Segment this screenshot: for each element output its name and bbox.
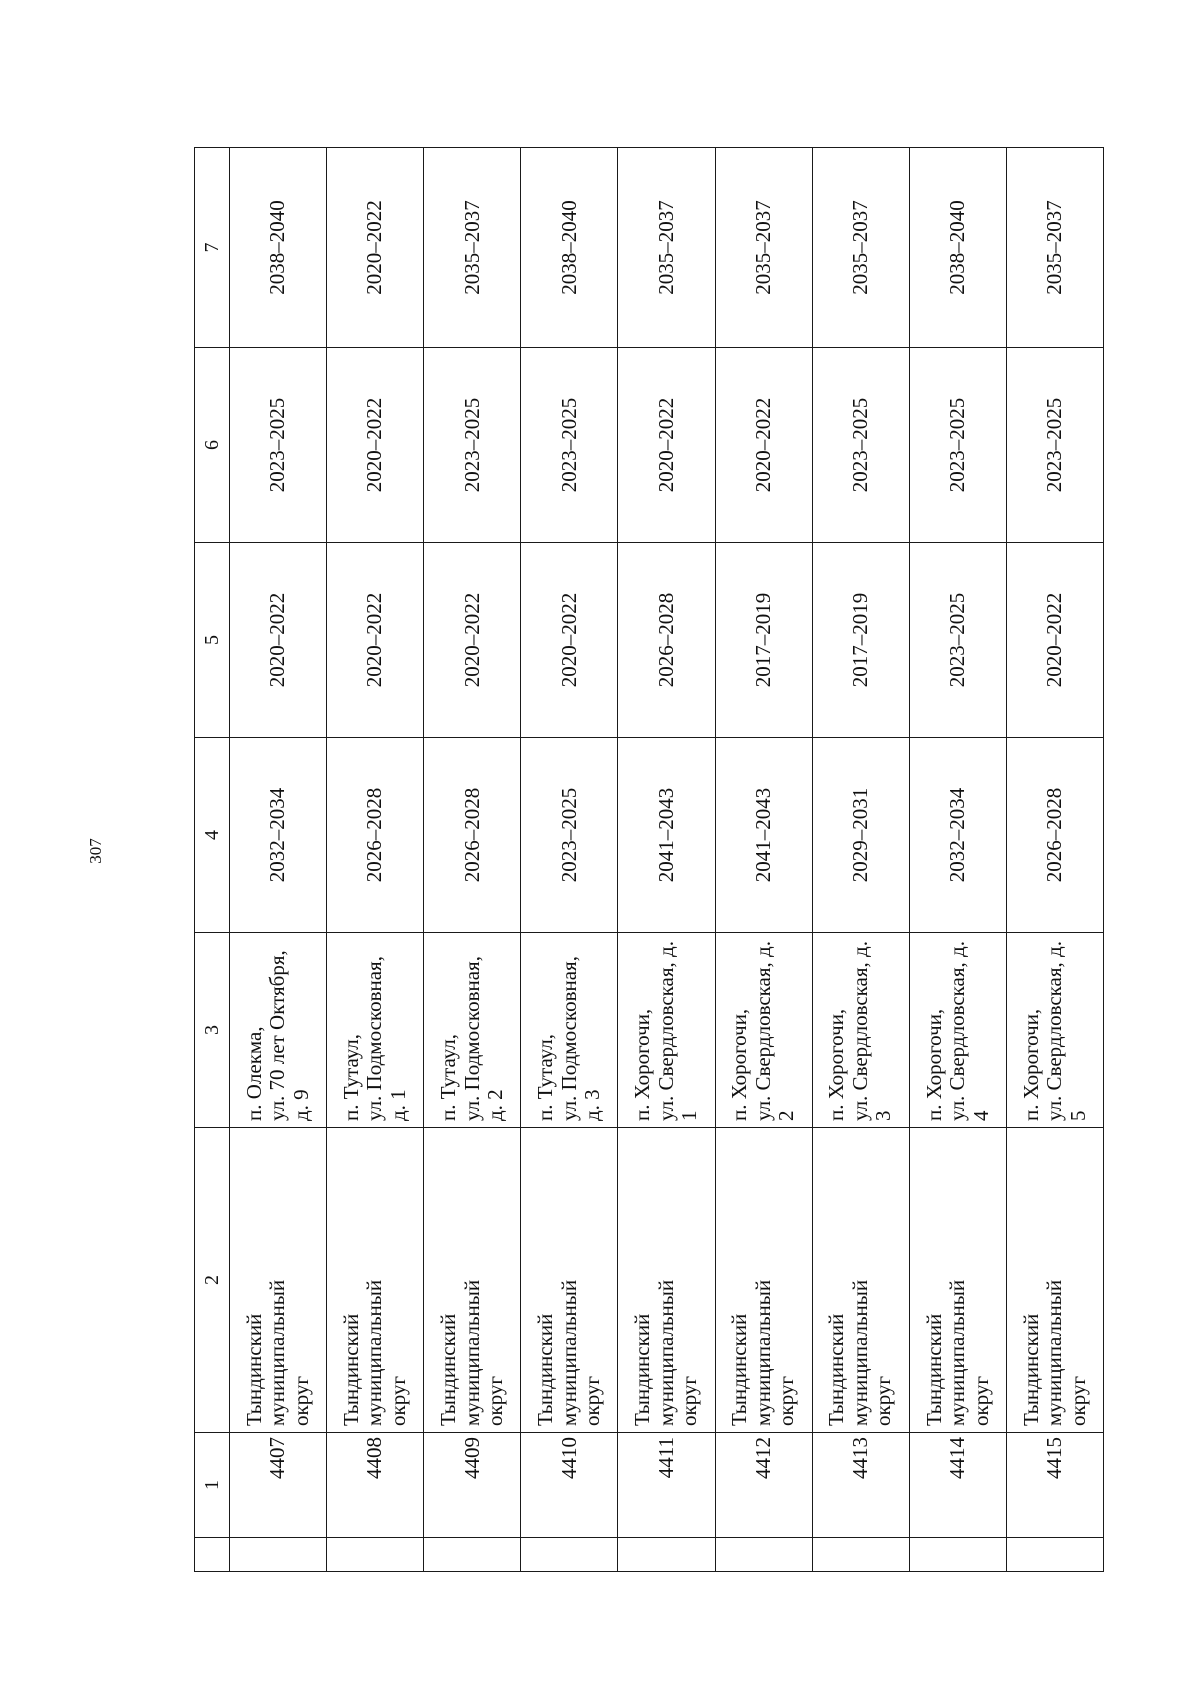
address-cell: п. Олекма, ул. 70 лет Октября, д. 9 <box>230 933 327 1128</box>
period-col4: 2041–2043 <box>715 738 812 933</box>
blank-cell <box>909 1538 1006 1572</box>
district-cell: Тындинский муниципальный округ <box>812 1128 909 1433</box>
table-row <box>1006 148 1103 1572</box>
district-cell: Тындинский муниципальный округ <box>230 1128 327 1433</box>
period-col6: 2020–2022 <box>715 348 812 543</box>
header-cell-2: 2 <box>195 1128 230 1433</box>
header-cell-1: 1 <box>195 1433 230 1538</box>
table-row <box>230 148 327 1572</box>
address-cell: п. Тутаул, ул. Подмосковная, д. 3 <box>521 933 618 1128</box>
address-cell: п. Хорогочи, ул. Свердловская, д. 5 <box>1006 933 1103 1128</box>
address-cell: п. Тутаул, ул. Подмосковная, д. 1 <box>327 933 424 1128</box>
row-id: 4411 <box>618 1433 715 1538</box>
header-cell-4: 4 <box>195 738 230 933</box>
period-col6: 2023–2025 <box>230 348 327 543</box>
district-cell: Тындинский муниципальный округ <box>1006 1128 1103 1433</box>
district-cell: Тындинский муниципальный округ <box>521 1128 618 1433</box>
period-col6: 2020–2022 <box>618 348 715 543</box>
blank-cell <box>715 1538 812 1572</box>
table-row <box>424 148 521 1572</box>
period-col5: 2020–2022 <box>1006 543 1103 738</box>
period-col6: 2023–2025 <box>909 348 1006 543</box>
period-col5: 2020–2022 <box>327 543 424 738</box>
district-cell: Тындинский муниципальный округ <box>909 1128 1006 1433</box>
period-col5: 2020–2022 <box>230 543 327 738</box>
period-col4: 2032–2034 <box>909 738 1006 933</box>
period-col7: 2035–2037 <box>1006 148 1103 348</box>
period-col5: 2023–2025 <box>909 543 1006 738</box>
header-cell-6: 6 <box>195 348 230 543</box>
row-id: 4407 <box>230 1433 327 1538</box>
row-id: 4412 <box>715 1433 812 1538</box>
blank-cell <box>424 1538 521 1572</box>
period-col4: 2041–2043 <box>618 738 715 933</box>
table-row <box>521 148 618 1572</box>
blank-cell <box>812 1538 909 1572</box>
period-col6: 2023–2025 <box>521 348 618 543</box>
table-row <box>715 148 812 1572</box>
period-col7: 2038–2040 <box>230 148 327 348</box>
blank-cell <box>521 1538 618 1572</box>
period-col4: 2029–2031 <box>812 738 909 933</box>
period-col5: 2017–2019 <box>812 543 909 738</box>
period-col4: 2023–2025 <box>521 738 618 933</box>
row-id: 4414 <box>909 1433 1006 1538</box>
header-cell-7: 7 <box>195 148 230 348</box>
table-row <box>618 148 715 1572</box>
period-col7: 2038–2040 <box>521 148 618 348</box>
period-col4: 2032–2034 <box>230 738 327 933</box>
period-col6: 2020–2022 <box>327 348 424 543</box>
period-col6: 2023–2025 <box>1006 348 1103 543</box>
district-cell: Тындинский муниципальный округ <box>618 1128 715 1433</box>
data-table <box>194 147 1104 1572</box>
period-col4: 2026–2028 <box>327 738 424 933</box>
period-col7: 2020–2022 <box>327 148 424 348</box>
period-col7: 2035–2037 <box>812 148 909 348</box>
period-col6: 2023–2025 <box>424 348 521 543</box>
period-col6: 2023–2025 <box>812 348 909 543</box>
header-row <box>195 148 230 1572</box>
table-row <box>812 148 909 1572</box>
blank-cell <box>618 1538 715 1572</box>
row-id: 4409 <box>424 1433 521 1538</box>
period-col5: 2026–2028 <box>618 543 715 738</box>
header-cell-5: 5 <box>195 543 230 738</box>
period-col7: 2035–2037 <box>424 148 521 348</box>
period-col5: 2020–2022 <box>424 543 521 738</box>
district-cell: Тындинский муниципальный округ <box>424 1128 521 1433</box>
table-row <box>327 148 424 1572</box>
row-id: 4408 <box>327 1433 424 1538</box>
address-cell: п. Хорогочи, ул. Свердловская, д. 4 <box>909 933 1006 1128</box>
blank-cell <box>1006 1538 1103 1572</box>
page-number: 307 <box>86 838 105 864</box>
district-cell: Тындинский муниципальный округ <box>715 1128 812 1433</box>
blank-cell <box>327 1538 424 1572</box>
blank-cell <box>230 1538 327 1572</box>
period-col7: 2035–2037 <box>715 148 812 348</box>
period-col5: 2017–2019 <box>715 543 812 738</box>
period-col4: 2026–2028 <box>424 738 521 933</box>
period-col5: 2020–2022 <box>521 543 618 738</box>
period-col7: 2038–2040 <box>909 148 1006 348</box>
row-id: 4413 <box>812 1433 909 1538</box>
row-id: 4415 <box>1006 1433 1103 1538</box>
rotated-table-wrapper <box>194 148 1104 1572</box>
address-cell: п. Хорогочи, ул. Свердловская, д. 1 <box>618 933 715 1128</box>
address-cell: п. Хорогочи, ул. Свердловская, д. 2 <box>715 933 812 1128</box>
table-row <box>909 148 1006 1572</box>
district-cell: Тындинский муниципальный округ <box>327 1128 424 1433</box>
period-col4: 2026–2028 <box>1006 738 1103 933</box>
header-cell-blank <box>195 1538 230 1572</box>
address-cell: п. Тутаул, ул. Подмосковная, д. 2 <box>424 933 521 1128</box>
address-cell: п. Хорогочи, ул. Свердловская, д. 3 <box>812 933 909 1128</box>
period-col7: 2035–2037 <box>618 148 715 348</box>
row-id: 4410 <box>521 1433 618 1538</box>
header-cell-3: 3 <box>195 933 230 1128</box>
